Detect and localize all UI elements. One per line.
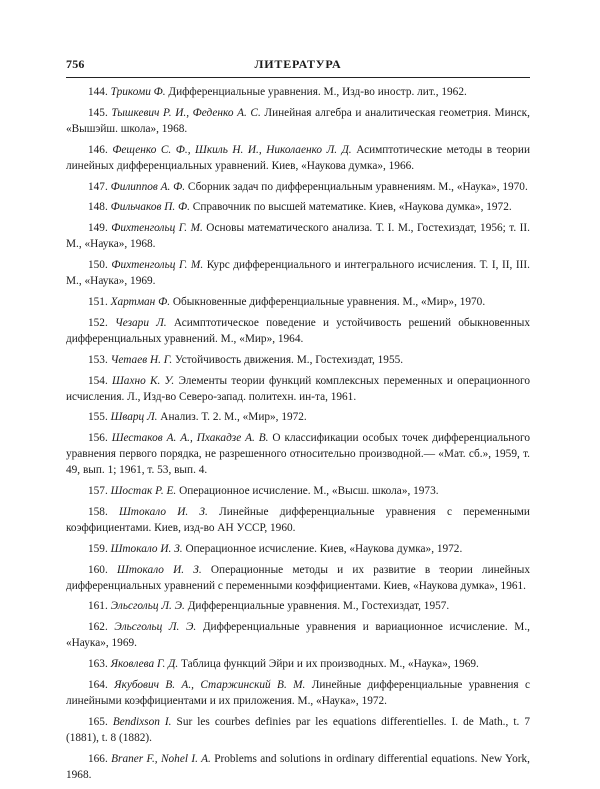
reference-authors: Фещенко С. Ф., Шкиль Н. И., Николаенко Л. Д. <box>112 143 352 156</box>
reference-text: Обыкновенные дифференциальные уравнения. М., «Мир», 1970. <box>172 295 486 308</box>
reference-entry <box>66 295 530 311</box>
reference-number: 158. <box>88 505 108 518</box>
reference-authors: Braner F., Nohel I. A. <box>111 752 211 765</box>
reference-text: Асимптотическое поведение и устойчивость решений обыкновенных дифференциальных уравнений. М., «Мир», 1964. <box>66 316 531 345</box>
reference-number: 159. <box>88 542 108 555</box>
reference-number: 152. <box>88 316 108 329</box>
reference-authors: Яковлева Г. Д. <box>110 658 179 671</box>
reference-number: 155. <box>88 411 108 424</box>
reference-authors: Фильчаков П. Ф. <box>110 201 190 214</box>
running-title: ЛИТЕРАТУРА <box>254 57 342 71</box>
reference-authors: Штокало И. З. <box>119 505 208 518</box>
reference-authors: Трикоми Ф. <box>110 86 166 98</box>
reference-number: 154. <box>88 374 108 387</box>
reference-number: 162. <box>88 621 108 634</box>
reference-authors: Шостак Р. Е. <box>110 485 177 498</box>
reference-text: Sur les courbes definies par les equations differentielles. I. de Math., t. 7 (1881), t. 8 (1882). <box>66 715 531 744</box>
reference-text: Линейная алгебра и аналитическая геометрия. Минск, «Вышэйш. школа», 1968. <box>66 106 530 135</box>
reference-authors: Шварц Л. <box>110 411 158 424</box>
reference-entry <box>66 715 530 747</box>
reference-number: 157. <box>88 485 108 498</box>
page-header <box>66 57 530 78</box>
reference-entry <box>66 85 530 101</box>
reference-number: 146. <box>88 143 108 156</box>
reference-authors: Шестаков А. А., Пхакадзе А. В. <box>111 432 269 445</box>
reference-number: 161. <box>88 600 108 613</box>
reference-authors: Эльсгольц Л. Э. <box>110 600 185 613</box>
reference-authors: Четаев Н. Г. <box>110 353 173 366</box>
reference-text: Асимптотические методы в теории линейных дифференциальных уравнений. Киев, «Наукова думка», 1966. <box>66 143 531 172</box>
reference-authors: Фихтенгольц Г. М. <box>111 259 204 272</box>
reference-entry <box>66 657 530 673</box>
reference-text: Курс дифференциального и интегрального исчисления. Т. I, II, III. М., «Наука», 1969. <box>66 259 531 288</box>
reference-number: 145. <box>88 106 108 119</box>
reference-authors: Bendixson I. <box>112 715 172 728</box>
reference-entry <box>66 620 530 652</box>
reference-entry <box>66 221 530 253</box>
reference-authors: Шахно К. У. <box>112 374 175 387</box>
reference-text: Дифференциальные уравнения и вариационное исчисление. М., «Наука», 1969. <box>66 621 530 650</box>
reference-number: 147. <box>88 180 108 193</box>
reference-text: Элементы теории функций комплексных переменных и операционного исчисления. Л., Изд-во Северо-запад. политехн. ин-та, 1961. <box>66 374 531 403</box>
reference-entry <box>66 678 530 710</box>
reference-text: Problems and solutions in ordinary differential equations. New York, 1968. <box>66 752 530 781</box>
reference-text: Дифференциальные уравнения. М., Гостехиздат, 1957. <box>187 600 450 613</box>
reference-text: Дифференциальные уравнения. М., Изд-во иностр. лит., 1962. <box>168 86 467 98</box>
reference-entry <box>66 599 530 615</box>
reference-entry <box>66 431 530 479</box>
reference-number: 164. <box>88 679 108 692</box>
reference-entry <box>66 563 530 595</box>
reference-entry <box>66 180 530 196</box>
reference-entry <box>66 374 530 406</box>
reference-authors: Штокало И. З. <box>110 542 183 555</box>
reference-text: Сборник задач по дифференциальным уравнениям. М., «Наука», 1970. <box>187 180 528 193</box>
reference-number: 149. <box>88 222 108 235</box>
reference-number: 160. <box>88 563 108 576</box>
reference-authors: Хартман Ф. <box>110 295 171 308</box>
reference-entry <box>66 106 530 138</box>
reference-number: 156. <box>88 432 108 445</box>
reference-entry <box>66 752 530 784</box>
reference-text: Операционное исчисление. М., «Высш. школа», 1973. <box>179 485 439 498</box>
reference-text: Таблица функций Эйри и их производных. М., «Наука», 1969. <box>181 658 479 671</box>
reference-text: Анализ. Т. 2. М., «Мир», 1972. <box>160 411 307 424</box>
reference-text: Основы математического анализа. Т. I. М., Гостехиздат, 1956; т. II. М., «Наука», 1968. <box>66 222 530 251</box>
reference-authors: Штокало И. З. <box>116 563 202 576</box>
reference-number: 165. <box>88 715 108 728</box>
reference-text: О классификации особых точек дифференциального уравнения первого порядка, не разрешенного относительно производной.— «Мат. сб.», 1959, т. 49, вып. 1; 1961, т. 53, вып. 4. <box>66 432 530 477</box>
reference-authors: Эльсгольц Л. Э. <box>114 621 197 634</box>
reference-list <box>66 85 530 789</box>
reference-text: Линейные дифференциальные уравнения с линейными коэффициентами и их приложения. М., «Наука», 1972. <box>66 679 530 707</box>
reference-authors: Фихтенгольц Г. М. <box>111 222 203 235</box>
reference-entry <box>66 542 530 558</box>
reference-text: Операционное исчисление. Киев, «Наукова думка», 1972. <box>185 542 463 555</box>
reference-entry <box>66 410 530 426</box>
reference-authors: Чезари Л. <box>114 316 167 329</box>
reference-entry <box>66 316 530 348</box>
reference-entry <box>66 484 530 500</box>
reference-number: 163. <box>88 658 108 671</box>
reference-number: 151. <box>88 295 108 308</box>
reference-text: Операционные методы и их развитие в теории линейных дифференциальных уравнений с переменными коэффициентами. Киев, «Наукова думка», 1961. <box>66 563 530 592</box>
reference-authors: Филиппов А. Ф. <box>110 180 186 193</box>
reference-authors: Якубович В. А., Старжинский В. М. <box>114 679 306 692</box>
reference-text: Устойчивость движения. М., Гостехиздат, 1955. <box>174 353 404 366</box>
reference-entry <box>66 143 530 175</box>
reference-number: 148. <box>88 201 108 214</box>
page-number: 756 <box>66 57 85 71</box>
reference-entry <box>66 200 530 216</box>
reference-number: 166. <box>88 752 108 765</box>
reference-authors: Тышкевич Р. И., Феденко А. С. <box>111 106 261 119</box>
reference-text: Справочник по высшей математике. Киев, «Наукова думка», 1972. <box>192 201 512 214</box>
reference-entry <box>66 505 530 537</box>
reference-entry <box>66 353 530 369</box>
reference-text: Линейные дифференциальные уравнения с переменными коэффициентами. Киев, изд-во АН УССР, 1960. <box>66 505 530 534</box>
reference-entry <box>66 258 530 290</box>
reference-number: 153. <box>88 353 108 366</box>
reference-number: 150. <box>88 259 108 272</box>
reference-number: 144. <box>88 86 108 98</box>
